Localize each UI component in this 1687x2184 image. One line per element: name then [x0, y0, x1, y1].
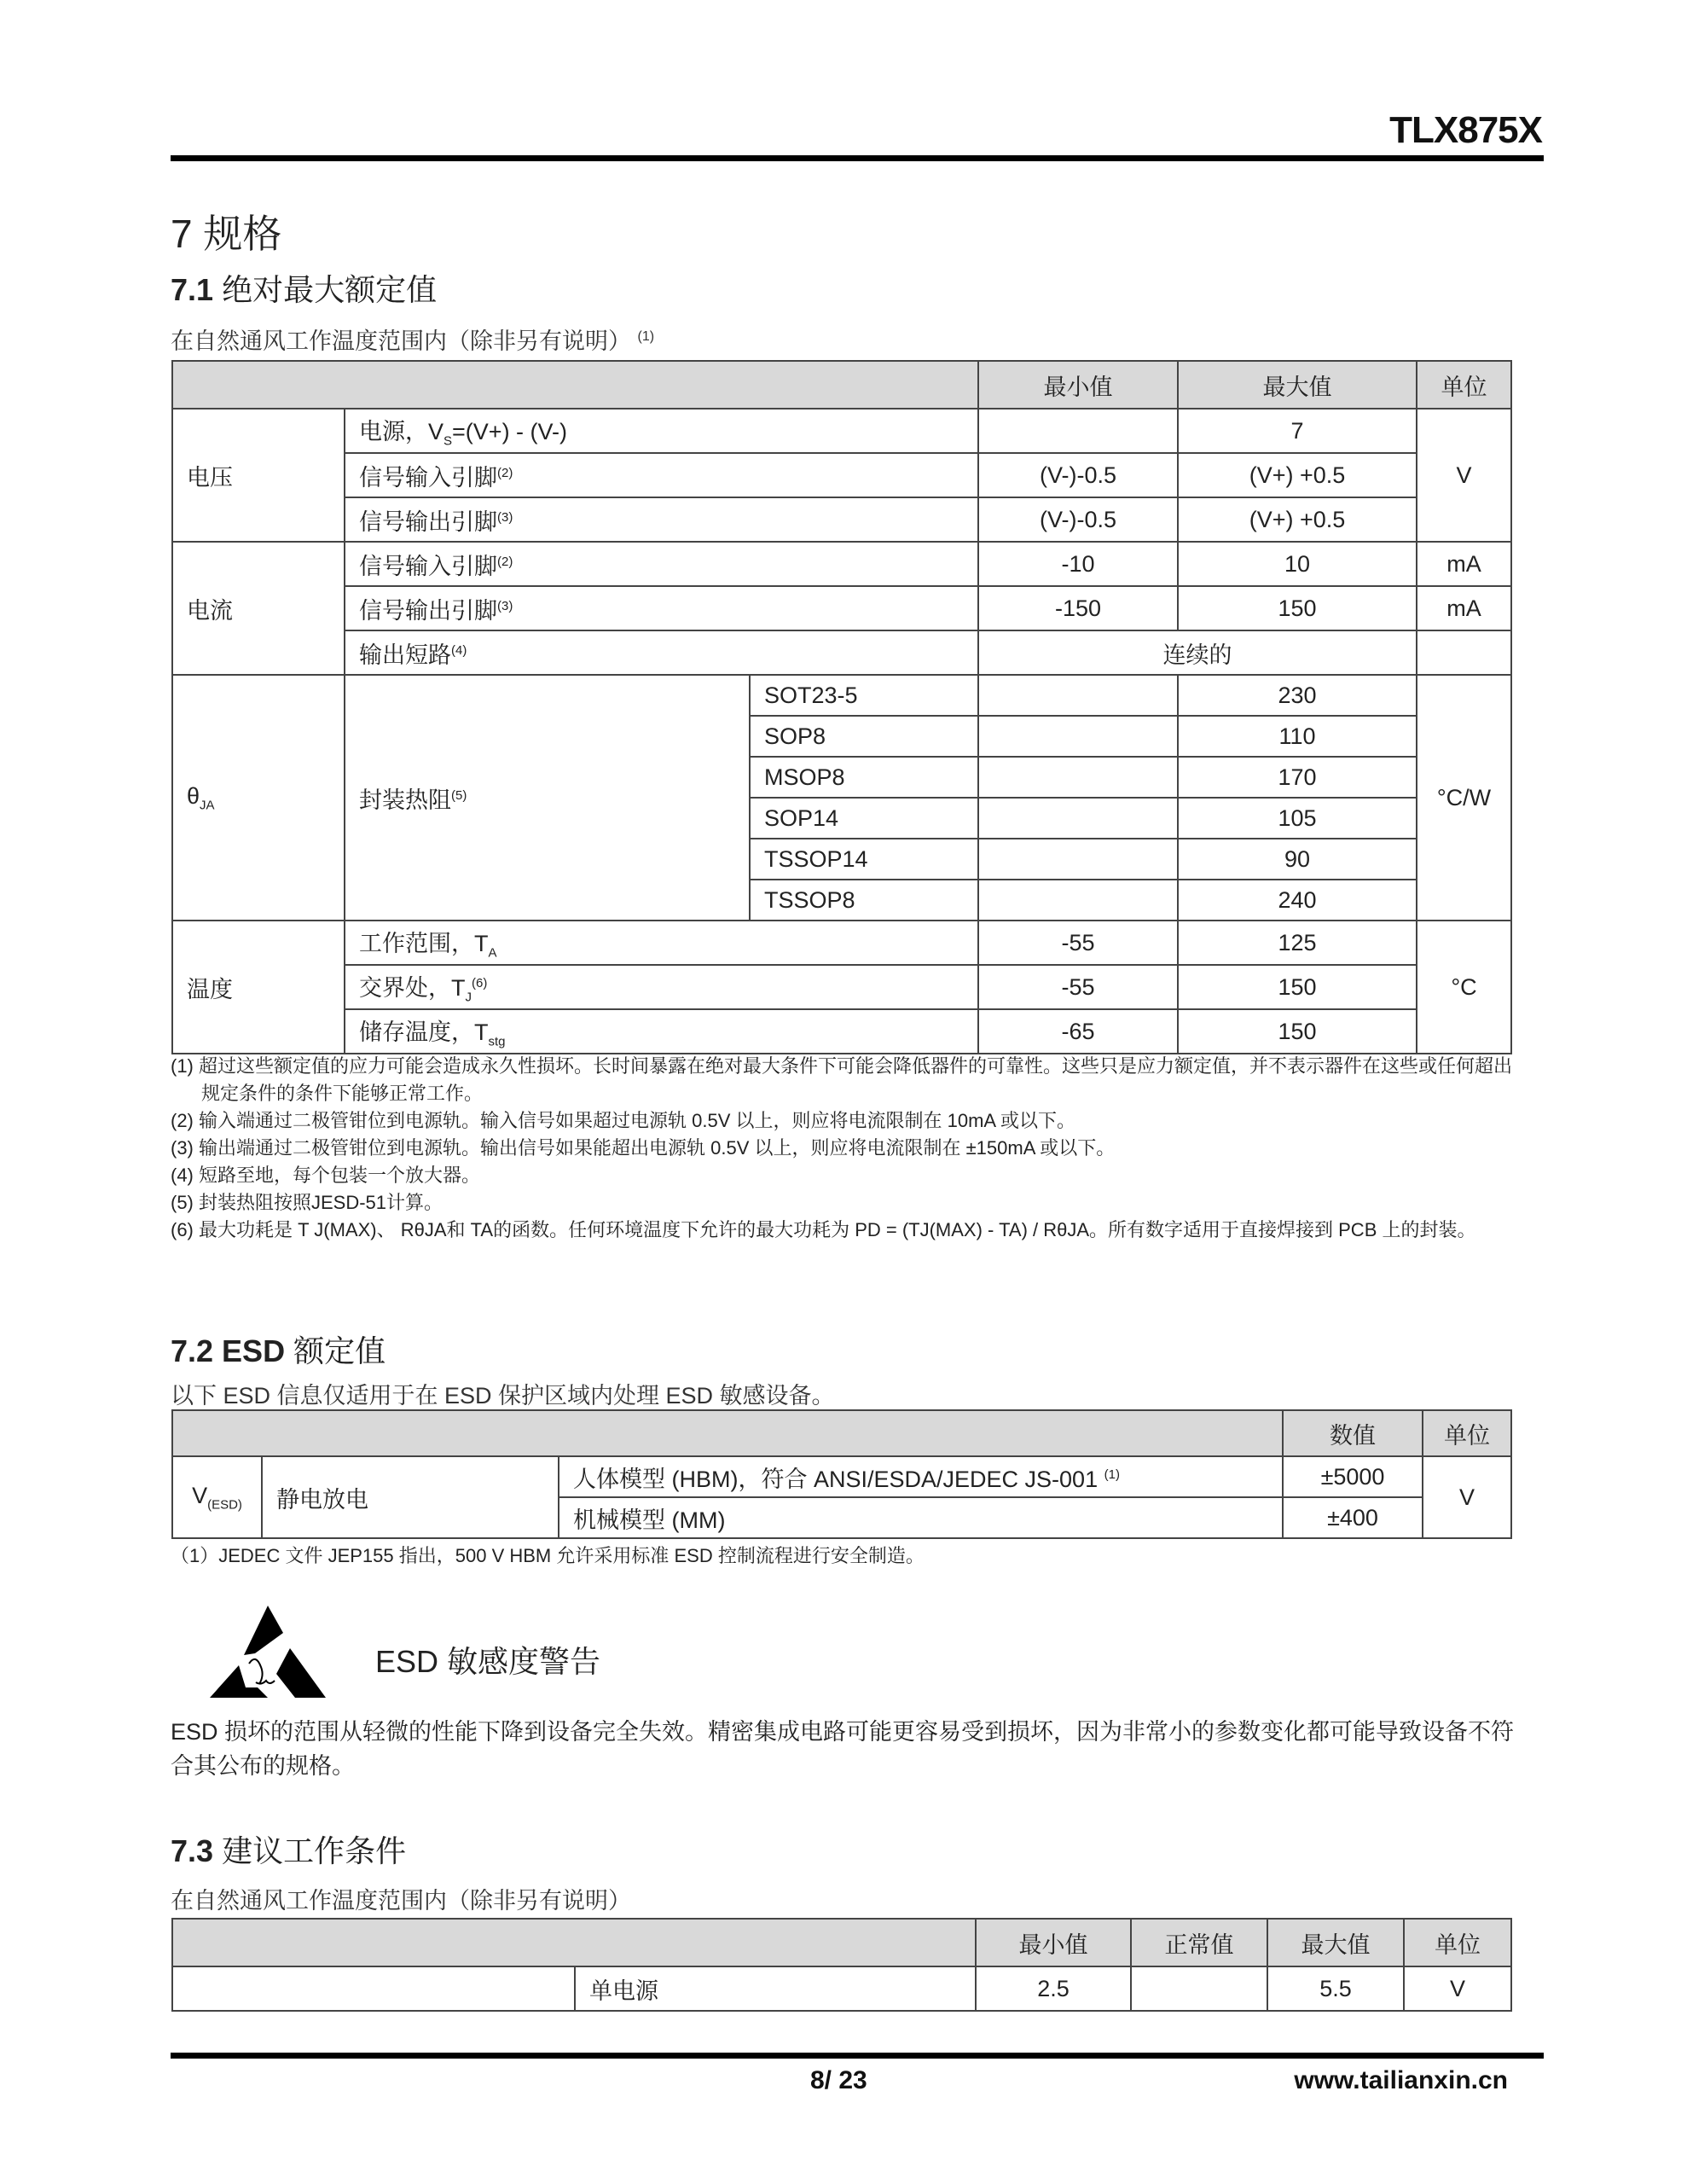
min-cell: -55 — [978, 965, 1178, 1009]
header-value: 数值 — [1283, 1410, 1423, 1456]
param-cell: 信号输出引脚$^{(3)}$ — [345, 586, 978, 630]
table-header-row — [172, 361, 1511, 409]
min-cell — [978, 675, 1178, 716]
max-cell: (V+) +0.5 — [1178, 453, 1417, 497]
param-cell: 静电放电 — [262, 1456, 559, 1538]
param-cell: 单电源 — [575, 1966, 976, 2011]
page-number: 8/ 23 — [810, 2066, 867, 2094]
max-cell: 170 — [1178, 757, 1417, 798]
recommended-conditions-table — [171, 1918, 1512, 2012]
param-cell: 信号输入引脚$^{(2)}$ — [345, 453, 978, 497]
document-title: TLX875X — [1389, 109, 1542, 151]
section-heading-7-1 — [171, 266, 437, 310]
table1-condition — [171, 322, 654, 356]
table-row — [172, 1456, 1511, 1497]
table-row — [172, 1009, 1511, 1054]
package-cell: SOT23-5 — [750, 675, 978, 716]
esd-warning-icon — [208, 1604, 328, 1699]
header-rule — [171, 155, 1544, 161]
min-cell — [978, 798, 1178, 839]
unit-cell: mA — [1417, 542, 1511, 586]
param-cell: 信号输入引脚$^{(2)}$ — [345, 542, 978, 586]
footnote: (6) 最大功耗是 T J(MAX)、 RθJA和 TA的函数。任何环境温度下允许的最大功耗为 PD = (TJ(MAX) - TA) / RθJA。所有数字适用于直接焊接到 PCB 上的封装。 — [171, 1219, 1476, 1240]
max-cell: 125 — [1178, 921, 1417, 965]
unit-cell: mA — [1417, 586, 1511, 630]
package-cell: TSSOP8 — [750, 880, 978, 921]
table-row — [172, 921, 1511, 965]
condition-text: 在自然通风工作温度范围内（除非另有说明） — [171, 328, 631, 354]
package-cell: SOP8 — [750, 716, 978, 757]
unit-cell: °C/W — [1417, 675, 1511, 921]
header-unit: 单位 — [1404, 1919, 1511, 1966]
esd-table — [171, 1409, 1512, 1539]
table-row — [172, 630, 1511, 675]
section-title: 建议工作条件 — [222, 1833, 407, 1868]
min-cell: -65 — [978, 1009, 1178, 1054]
min-cell: (V-)-0.5 — [978, 497, 1178, 542]
min-cell — [978, 409, 1178, 453]
min-cell: 2.5 — [976, 1966, 1131, 2011]
footnote: (1) 超过这些额定值的应力可能会造成永久性损坏。长时间暴露在绝对最大条件下可能会降低器件的可靠性。这些只是应力额定值，并不表示器件在这些或任何超出规定条件的条件下能够正常工作。 — [171, 1055, 1513, 1104]
abs-max-table — [171, 360, 1512, 1054]
typ-cell — [1131, 1966, 1267, 2011]
esd-footnote: （1）JEDEC 文件 JEP155 指出，500 V HBM 允许采用标准 ESD 控制流程进行安全制造。 — [171, 1545, 925, 1566]
max-cell: 150 — [1178, 965, 1417, 1009]
package-cell: SOP14 — [750, 798, 978, 839]
min-cell — [978, 716, 1178, 757]
header-max: 最大值 — [1267, 1919, 1404, 1966]
max-cell: 110 — [1178, 716, 1417, 757]
param-cell: 电源，$V_S=(V+) - (V-)$ — [345, 409, 978, 453]
group-theta-ja: $\theta_{JA}$ — [172, 675, 345, 921]
footnote-ref: (1) — [637, 329, 655, 344]
max-cell: 105 — [1178, 798, 1417, 839]
section-heading-7-2 — [171, 1327, 386, 1371]
max-cell: 90 — [1178, 839, 1417, 880]
table-row — [172, 965, 1511, 1009]
unit-cell: °C — [1417, 921, 1511, 1054]
min-cell: -55 — [978, 921, 1178, 965]
footnote: (4) 短路至地，每个包装一个放大器。 — [171, 1165, 481, 1186]
max-cell: (V+) +0.5 — [1178, 497, 1417, 542]
max-cell: 10 — [1178, 542, 1417, 586]
header-blank — [172, 361, 978, 409]
value-cell: ±400 — [1283, 1497, 1423, 1538]
unit-cell — [1417, 630, 1511, 675]
param-cell: 信号输出引脚$^{(3)}$ — [345, 497, 978, 542]
model-cell: 机械模型 (MM) — [559, 1497, 1283, 1538]
section-title: 额定值 — [293, 1333, 386, 1368]
header-max: 最大值 — [1178, 361, 1417, 409]
table-header-row — [172, 1919, 1511, 1966]
symbol-cell: $V_{(ESD)}$ — [172, 1456, 262, 1538]
header-blank — [172, 1410, 1283, 1456]
table-row — [172, 675, 1511, 716]
param-cell: 交界处，$T_J^{(6)}$ — [345, 965, 978, 1009]
min-cell: (V-)-0.5 — [978, 453, 1178, 497]
unit-cell: V — [1423, 1456, 1511, 1538]
table-row — [172, 409, 1511, 453]
group-temperature: 温度 — [172, 921, 345, 1054]
max-cell: 7 — [1178, 409, 1417, 453]
param-cell: 封装热阻$^{(5)}$ — [345, 675, 750, 921]
group-cell — [172, 1966, 575, 2011]
max-cell: 240 — [1178, 880, 1417, 921]
footnote: (2) 输入端通过二极管钳位到电源轨。输入信号如果超过电源轨 0.5V 以上，则应将电流限制在 10mA 或以下。 — [171, 1110, 1075, 1131]
website-link[interactable]: www.tailianxin.cn — [1294, 2066, 1508, 2094]
param-cell: 工作范围，$T_A$ — [345, 921, 978, 965]
max-cell: 150 — [1178, 586, 1417, 630]
min-cell: -150 — [978, 586, 1178, 630]
esd-warning-body: ESD 损坏的范围从轻微的性能下降到设备完全失效。精密集成电路可能更容易受到损坏，因为非常小的参数变化都可能导致设备不符合其公布的规格。 — [171, 1719, 1515, 1779]
footnote: (3) 输出端通过二极管钳位到电源轨。输出信号如果能超出电源轨 0.5V 以上，则应将电流限制在 ±150mA 或以下。 — [171, 1137, 1116, 1159]
esd-condition: 以下 ESD 信息仅适用于在 ESD 保护区域内处理 ESD 敏感设备。 — [171, 1383, 835, 1409]
header-unit: 单位 — [1417, 361, 1511, 409]
group-voltage: 电压 — [172, 409, 345, 542]
value-cell: 连续的 — [978, 630, 1417, 675]
table1-footnotes — [171, 1053, 1518, 1244]
section-number: 7.1 — [171, 272, 214, 307]
header-typ: 正常值 — [1131, 1919, 1267, 1966]
header-unit: 单位 — [1423, 1410, 1511, 1456]
table-row — [172, 497, 1511, 542]
param-cell: 储存温度，$T_{stg}$ — [345, 1009, 978, 1054]
param-cell: 输出短路$^{(4)}$ — [345, 630, 978, 675]
table-row — [172, 1966, 1511, 2011]
esd-warning-title: ESD 敏感度警告 — [375, 1644, 601, 1679]
section-title: 绝对最大额定值 — [222, 272, 438, 307]
min-cell: -10 — [978, 542, 1178, 586]
max-cell: 150 — [1178, 1009, 1417, 1054]
header-min: 最小值 — [976, 1919, 1131, 1966]
package-cell: TSSOP14 — [750, 839, 978, 880]
max-cell: 5.5 — [1267, 1966, 1404, 2011]
footnote: (5) 封装热阻按照JESD-51计算。 — [171, 1192, 443, 1213]
min-cell — [978, 757, 1178, 798]
unit-cell: V — [1404, 1966, 1511, 2011]
table-row — [172, 453, 1511, 497]
table-row — [172, 586, 1511, 630]
header-blank — [172, 1919, 976, 1966]
min-cell — [978, 839, 1178, 880]
section-heading-7-3 — [171, 1827, 406, 1871]
section-heading-7: 7 规格 — [171, 212, 282, 256]
max-cell: 230 — [1178, 675, 1417, 716]
min-cell — [978, 880, 1178, 921]
value-cell: ±5000 — [1283, 1456, 1423, 1497]
table-row — [172, 542, 1511, 586]
model-cell: 人体模型 (HBM)，符合 ANSI/ESDA/JEDEC JS-001 $^{(1)}$ — [559, 1456, 1283, 1497]
header-min: 最小值 — [978, 361, 1178, 409]
footer-rule — [171, 2053, 1544, 2059]
table3-condition: 在自然通风工作温度范围内（除非另有说明） — [171, 1888, 631, 1914]
table-header-row — [172, 1410, 1511, 1456]
group-current: 电流 — [172, 542, 345, 675]
package-cell: MSOP8 — [750, 757, 978, 798]
section-number: 7.2 ESD — [171, 1333, 286, 1368]
unit-cell: V — [1417, 409, 1511, 542]
section-number: 7.3 — [171, 1833, 214, 1868]
